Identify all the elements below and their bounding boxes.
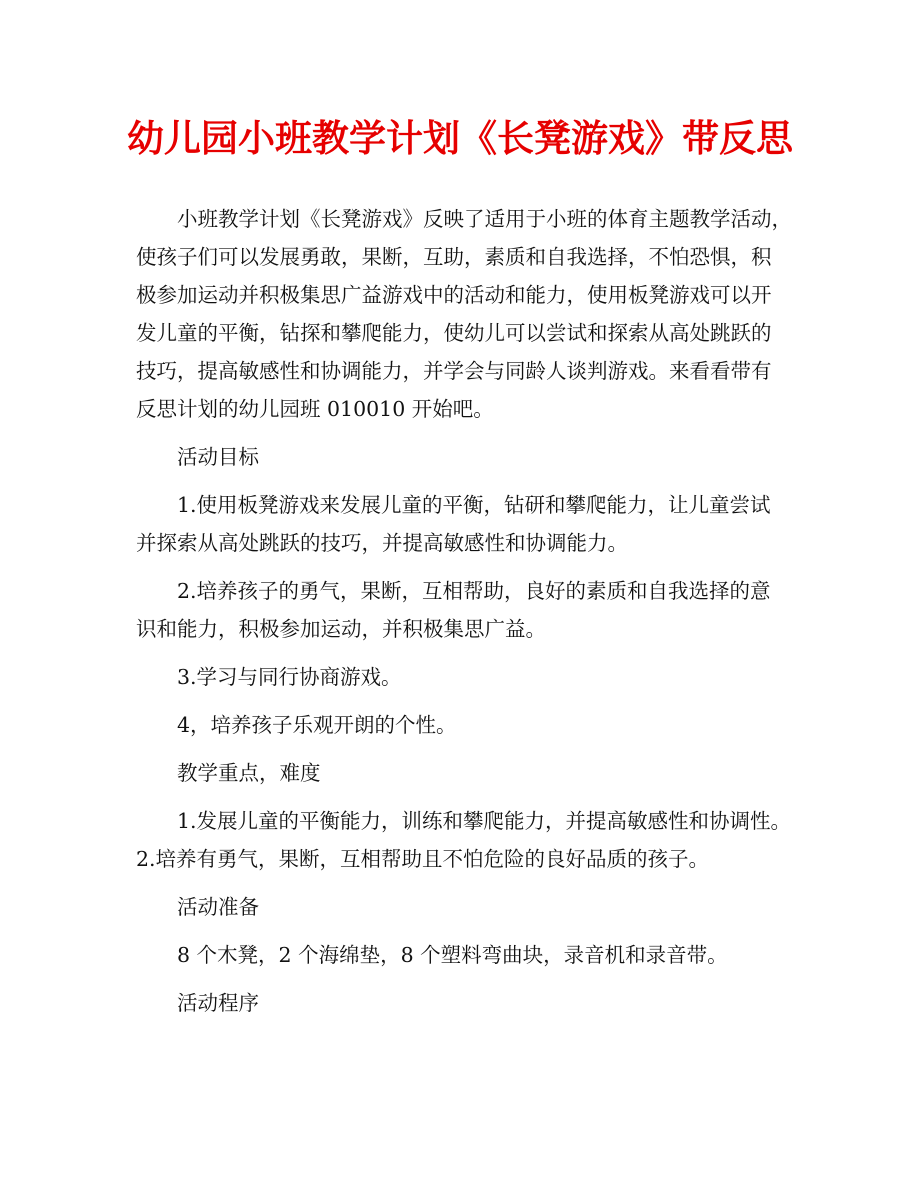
prep-text: 8 个木凳，2 个海绵垫，8 个塑料弯曲块，录音机和录音带。 [177, 943, 728, 967]
prep-heading: 活动准备 [177, 895, 259, 919]
paragraph-line: 识和能力，积极参加运动，并积极集思广益。 [136, 617, 546, 641]
paragraph-line: 小班教学计划《长凳游戏》反映了适用于小班的体育主题教学活动， [177, 207, 792, 231]
paragraph-line: 技巧，提高敏感性和协调能力，并学会与同龄人谈判游戏。来看看带有 [136, 359, 772, 383]
paragraph-line: 使孩子们可以发展勇敢，果断，互助，素质和自我选择，不怕恐惧，积 [136, 245, 772, 269]
paragraph-line: 2.培养孩子的勇气，果断，互相帮助，良好的素质和自我选择的意 [177, 579, 771, 603]
goal-1 [136, 486, 792, 562]
paragraph-line: 发儿童的平衡，钻探和攀爬能力，使幼儿可以尝试和探索从高处跳跃的 [136, 321, 772, 345]
goal-3: 3.学习与同行协商游戏。 [177, 665, 402, 689]
focus-paragraph [136, 802, 792, 878]
procedure-heading: 活动程序 [177, 991, 259, 1015]
focus-heading: 教学重点，难度 [177, 761, 321, 785]
document-body [136, 200, 792, 1022]
paragraph-line: 反思计划的幼儿园班 010010 开始吧。 [136, 397, 494, 421]
intro-paragraph [136, 200, 792, 428]
goal-4: 4，培养孩子乐观开朗的个性。 [177, 713, 457, 737]
paragraph-line: 1.使用板凳游戏来发展儿童的平衡，钻研和攀爬能力，让儿童尝试 [177, 493, 771, 517]
document-title: 幼儿园小班教学计划《长凳游戏》带反思 [127, 116, 793, 160]
goals-heading: 活动目标 [177, 445, 259, 469]
paragraph-line: 并探索从高处跳跃的技巧，并提高敏感性和协调能力。 [136, 531, 628, 555]
paragraph-line: 2.培养有勇气，果断，互相帮助且不怕危险的良好品质的孩子。 [136, 847, 710, 871]
paragraph-line: 极参加运动并积极集思广益游戏中的活动和能力，使用板凳游戏可以开 [136, 283, 772, 307]
goal-2 [136, 572, 792, 648]
paragraph-line: 1.发展儿童的平衡能力，训练和攀爬能力，并提高敏感性和协调性。 [177, 809, 792, 833]
